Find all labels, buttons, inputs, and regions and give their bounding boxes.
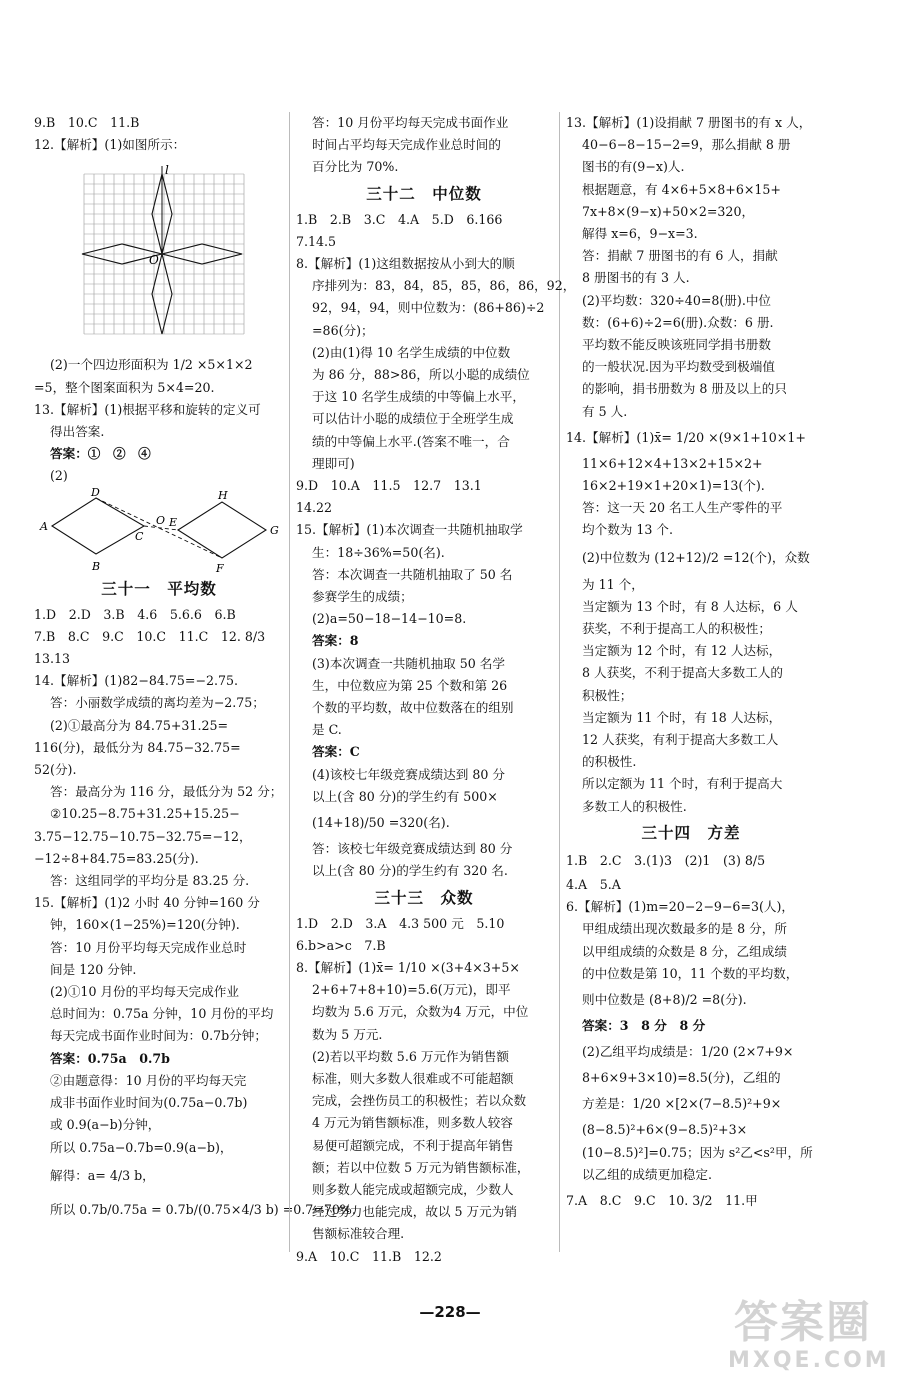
point-h-label: H [218, 488, 228, 502]
text-line: 数为 5 万元. [312, 1026, 383, 1042]
text-line: 7x+8×(9−x)+50×2=320， [582, 203, 755, 219]
text-line: 方差是：1/20 ×[2×(7−8.5)²+9× [582, 1096, 782, 1112]
q12-2a: (2)一个四边形面积为 1/2 ×5×1×2 [50, 357, 253, 373]
origin-label: O [149, 253, 159, 268]
point-b-label: B [92, 559, 101, 573]
axis-l-label: l [165, 163, 169, 178]
text-line: 积极性； [582, 687, 633, 703]
text-line: 13.【解析】(1)设捐献 7 册图书的有 x 人， [566, 115, 812, 130]
section-32-title: 三十二 中位数 [366, 183, 482, 203]
q15-line: 或 0.9(a−b)分钟， [50, 1117, 161, 1133]
text-line: 于这 10 名学生成绩的中等偏上水平， [312, 389, 525, 405]
text-line: 9.A 10.C 11.B 12.2 [296, 1248, 442, 1264]
text-line: 个数的平均数，故中位数落在的组别 [312, 700, 514, 716]
text-line: 平均数不能反映该班同学捐书册数 [582, 337, 771, 353]
text-line: 为 11 个， [582, 576, 644, 592]
text-line: 以甲组成绩的众数是 8 分，乙组成绩 [582, 943, 787, 959]
text-line: 有 5 人. [582, 403, 628, 419]
answer-line: 答案：C [312, 744, 360, 760]
section-31-title: 三十一 平均数 [101, 578, 217, 598]
text-line: 7.14.5 [296, 233, 337, 249]
text-line: 40−6−8−15−2=9，那么捐献 8 册 [582, 137, 791, 153]
text-line: 以乙组的成绩更加稳定. [582, 1166, 712, 1182]
section-34-title: 三十四 方差 [641, 822, 741, 842]
text-line: 百分比为 70%. [312, 159, 399, 175]
text-line: 甲组成绩出现次数最多的是 8 分，所 [582, 921, 787, 937]
text-line: 答：该校七年级竞赛成绩达到 80 分 [312, 841, 513, 857]
text-line: 经过努力也能完成，故以 5 万元为销 [312, 1204, 517, 1220]
text-line: 16×2+19×1+20×1)=13(个). [582, 478, 765, 494]
q15-line: 总时间为：0.75a 分钟，10 月份的平均 [50, 1006, 274, 1022]
text-line: 的积极性. [582, 754, 637, 770]
text-line: 多数工人的积极性. [582, 798, 687, 814]
q15-line: 成非书面作业时间为(0.75a−0.7b) [50, 1095, 248, 1111]
text-line: 6.【解析】(1)m=20−2−9−6=3(人)， [566, 899, 795, 915]
q15-line: ②由题意得：10 月份的平均每天完 [50, 1072, 247, 1088]
point-e-label: E [169, 515, 178, 529]
text-line: 图书的有(9−x)人. [582, 159, 685, 175]
text-line: 4.A 5.A [566, 876, 621, 892]
text-line: 以上(含 80 分)的学生约有 500× [312, 788, 498, 804]
text-line: 11×6+12×4+13×2+15×2+ [582, 455, 763, 471]
text-line: 1.B 2.C 3.(1)3 (2)1 (3) 8/5 [566, 852, 766, 868]
watermark-logo-text: 答案圈 [734, 1297, 872, 1348]
text-line: 售额标准较合理. [312, 1226, 405, 1242]
text-line: 8.【解析】(1)这组数据按从小到大的顺 [296, 256, 515, 272]
text-line: (8−8.5)²+6×(9−8.5)²+3× [582, 1122, 748, 1138]
answer-line: 答案：3 8 分 8 分 [582, 1017, 706, 1033]
text-line: 4 万元为销售额标准，则多数人较容 [312, 1115, 513, 1131]
text-line: 92，94，94，则中位数为：(86+86)÷2 [312, 300, 545, 316]
q14-line: ②10.25−8.75+31.25+15.25− [50, 806, 240, 822]
text-line: 数：(6+6)÷2=6(册).众数：6 册. [582, 314, 774, 330]
text-line: 参赛学生的成绩； [312, 589, 413, 605]
q15-line: 答：10 月份平均每天完成作业总时 [50, 939, 247, 955]
text-line: 14.【解析】(1)x̄= 1/20 ×(9×1+10×1+ [566, 429, 806, 445]
section-33-title: 三十三 众数 [374, 887, 474, 907]
translation-figure [34, 488, 284, 574]
s31-line3: 13.13 [34, 651, 71, 667]
text-line: 8.【解析】(1)x̄= 1/10 ×(3+4×3+5× [296, 959, 520, 975]
text-line: 当定额为 11 个时，有 18 人达标， [582, 709, 782, 725]
text-line: 则多数人能完成或超额完成，少数人 [312, 1181, 514, 1197]
text-line: 6.b>a>c 7.B [296, 937, 386, 953]
text-line: 8 册图书的有 3 人. [582, 270, 690, 286]
q14-line: 答：小丽数学成绩的离均差为−2.75； [50, 695, 265, 711]
text-line: 额；若以中位数 5 万元为销售额标准， [312, 1159, 530, 1175]
text-line: (2)a=50−18−14−10=8. [312, 611, 467, 627]
q15-line: 所以 0.75a−0.7b=0.9(a−b)， [50, 1139, 233, 1155]
q15-line: 15.【解析】(1)2 小时 40 分钟=160 分 [34, 895, 260, 911]
text-line: 以上(含 80 分)的学生约有 320 名. [312, 863, 508, 879]
s31-line1: 1.D 2.D 3.B 4.6 5.6.6 6.B [34, 606, 236, 622]
right-column [566, 112, 816, 1216]
text-line: 答：这一天 20 名工人生产零件的平 [582, 500, 783, 516]
text-line: 时间占平均每天完成作业总时间的 [312, 137, 501, 153]
text-line: (2)由(1)得 10 名学生成绩的中位数 [312, 344, 511, 360]
text-line: 答：捐献 7 册图书的有 6 人，捐献 [582, 248, 778, 264]
column-divider [289, 112, 290, 1252]
text-line: 均数为 5.6 万元，众数为4 万元，中位 [312, 1004, 529, 1020]
point-c-label: C [135, 529, 144, 543]
q13b: 得出答案. [50, 424, 105, 440]
text-line: 所以定额为 11 个时，有利于提高大 [582, 776, 783, 792]
text-line: 解得 x=6，9−x=3. [582, 226, 698, 242]
q15-line: 解得：a= 4/3 b， [50, 1167, 155, 1183]
middle-column [296, 112, 576, 1268]
text-line: 根据题意，有 4×6+5×8+6×15+ [582, 181, 781, 197]
q14-line: 答：最高分为 116 分，最低分为 52 分； [50, 784, 283, 800]
text-line: 当定额为 12 个时，有 12 人达标， [582, 643, 782, 659]
answer-line: 9.B 10.C 11.B [34, 115, 140, 130]
text-line: (2)平均数：320÷40=8(册).中位 [582, 292, 772, 308]
q15-line: 间是 120 分钟. [50, 961, 137, 977]
page-number: —228— [419, 1303, 481, 1321]
text-line: 1.B 2.B 3.C 4.A 5.D 6.166 [296, 211, 503, 227]
text-line: 答：本次调查一共随机抽取了 50 名 [312, 566, 513, 582]
text-line: 生：18÷36%=50(名). [312, 544, 445, 560]
q14-line: 14.【解析】(1)82−84.75=−2.75. [34, 673, 239, 689]
text-line: 9.D 10.A 11.5 12.7 13.1 [296, 478, 482, 494]
text-line: 8+6×9+3×10)=8.5(分)，乙组的 [582, 1070, 781, 1086]
text-line: 的中位数是第 10，11 个数的平均数， [582, 965, 799, 981]
text-line: 15.【解析】(1)本次调查一共随机抽取学 [296, 522, 523, 538]
text-line: 为 86 分，88>86，所以小聪的成绩位 [312, 367, 530, 383]
q14-line: (2)①最高分为 84.75+31.25= [50, 717, 229, 733]
text-line: (4)该校七年级竞赛成绩达到 80 分 [312, 766, 505, 782]
text-line: (2)乙组平均成绩是：1/20 (2×7+9× [582, 1044, 794, 1060]
text-line: 则中位数是 (8+8)/2 =8(分). [582, 991, 747, 1007]
watermark-logo [728, 1297, 890, 1382]
watermark-site: MXQE.COM [728, 1348, 890, 1373]
text-line: 2+6+7+8+10)=5.6(万元)，即平 [312, 982, 511, 998]
text-line: 获奖，不利于提高工人的积极性； [582, 621, 771, 637]
point-g-label: G [270, 523, 279, 537]
point-d-label: D [91, 487, 100, 499]
text-line: 绩的中等偏上水平.(答案不唯一，合 [312, 433, 510, 449]
q14-line: −12÷8+84.75=83.25(分). [34, 850, 199, 866]
text-line: 1.D 2.D 3.A 4.3 500 元 5.10 [296, 915, 505, 931]
q14-line: 52(分). [34, 762, 77, 778]
text-line: 生，中位数应为第 25 个数和第 26 [312, 677, 508, 693]
text-line: (3)本次调查一共随机抽取 50 名学 [312, 655, 505, 671]
text-line: 完成，会挫伤员工的积极性；若以众数 [312, 1093, 527, 1109]
text-line: 可以估计小聪的成绩位于全班学生成 [312, 411, 514, 427]
text-line: (2)中位数为 (12+12)/2 =12(个)，众数 [582, 549, 810, 565]
text-line: 均个数为 13 个. [582, 522, 674, 538]
text-line: 的一般状况.因为平均数受到极端值 [582, 359, 775, 375]
rotation-grid-figure [34, 156, 284, 354]
point-o-label: O [156, 513, 166, 527]
q13-2: (2) [50, 468, 68, 484]
text-line: 答：10 月份平均每天完成书面作业 [312, 115, 509, 130]
text-line: 12 人获奖，有利于提高大多数工人 [582, 732, 779, 748]
text-line: 8 人获奖，不利于提高大多数工人的 [582, 665, 783, 681]
q15-line: 每天完成书面作业时间为：0.7b分钟； [50, 1028, 267, 1044]
point-f-label: F [216, 561, 224, 574]
q15-answer: 答案：0.75a 0.7b [50, 1050, 170, 1066]
q12-2b: =5，整个图案面积为 5×4=20. [34, 379, 215, 395]
q14-line: 116(分)，最低分为 84.75−32.75= [34, 739, 241, 755]
text-line: 理即可) [312, 455, 355, 471]
s31-line2: 7.B 8.C 9.C 10.C 11.C 12. 8/3 [34, 628, 266, 644]
text-line: (14+18)/50 =320(名). [312, 815, 450, 831]
text-line: (2)若以平均数 5.6 万元作为销售额 [312, 1048, 509, 1064]
q14-line: 答：这组同学的平均分是 83.25 分. [50, 873, 250, 889]
text-line: 7.A 8.C 9.C 10. 3/2 11.甲 [566, 1192, 758, 1208]
text-line: 的影响，捐书册数为 8 册及以上的只 [582, 381, 787, 397]
q13a: 13.【解析】(1)根据平移和旋转的定义可 [34, 401, 261, 417]
text-line: 标准，则大多数人很难或不可能超额 [312, 1070, 514, 1086]
answer-line: 答案：8 [312, 633, 359, 649]
text-line: 易便可超额完成，不利于提高年销售 [312, 1137, 514, 1153]
point-a-label: A [40, 519, 48, 533]
text-line: 是 C. [312, 722, 342, 738]
text-line: 14.22 [296, 500, 333, 516]
text-line: 序排列为：83，84，85，85，86，86，92， [312, 278, 576, 294]
text-line: =86(分)； [312, 322, 374, 338]
q12-head: 12.【解析】(1)如图所示： [34, 137, 186, 153]
text-line: (10−8.5)²]=0.75；因为 s²乙<s²甲，所 [582, 1144, 813, 1160]
q15-line: (2)①10 月份的平均每天完成作业 [50, 984, 239, 1000]
q15-line: 所以 0.7b/0.75a = 0.7b/(0.75×4/3 b) =0.7=70%. [50, 1201, 356, 1217]
text-line: 当定额为 13 个时，有 8 人达标，6 人 [582, 598, 798, 614]
q14-line: 3.75−12.75−10.75−32.75=−12， [34, 828, 252, 844]
q15-line: 钟，160×(1−25%)=120(分钟). [50, 917, 240, 933]
q13-answer: 答案：① ② ④ [50, 446, 151, 462]
